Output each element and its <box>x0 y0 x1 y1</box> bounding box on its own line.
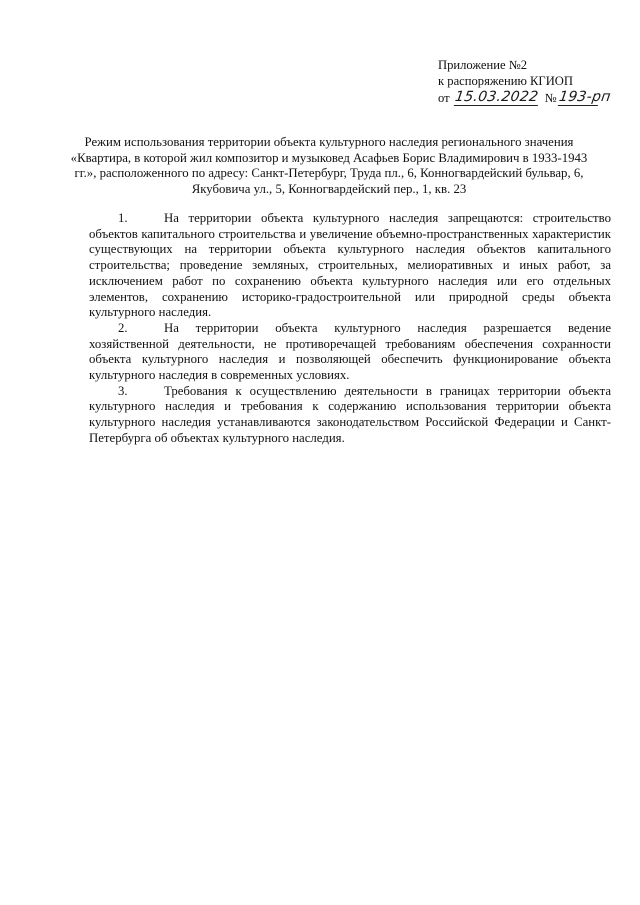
from-label: от <box>438 90 450 105</box>
document-body <box>89 211 611 447</box>
document-title: Режим использования территории объекта культурного наследия регионального значения «Квартира, в которой жил композитор и музыковед Асафьев Борис Владимирович в 1933-1943 гг.», расположенного по адресу: Санкт-Петербург, Труда пл., 6, Конногвардейский бульвар, 6, Якубовича ул., 5, Конногвардейский пер., 1, кв. 23 <box>70 135 588 197</box>
appendix-header <box>438 58 628 106</box>
handwritten-date: 15.03.2022 <box>453 89 540 105</box>
paragraph-1 <box>89 211 611 321</box>
paragraph-number: 2. <box>118 320 128 335</box>
paragraph-number: 3. <box>118 383 128 398</box>
paragraph-text: Требования к осуществлению деятельности в границах территории объекта культурного наследия и требования к содержанию использования территории объекта культурного наследия устанавливаются законодательством Российской Федерации и Санкт-Петербурга об объектах культурного наследия. <box>89 383 611 445</box>
paragraph-number: 1. <box>118 211 128 225</box>
handwritten-number: 193-рп <box>557 89 612 105</box>
number-sign: № <box>544 90 557 105</box>
appendix-title: Приложение №2 <box>438 58 528 72</box>
appendix-date-line <box>438 89 628 106</box>
paragraph-text: На территории объекта культурного наследия разрешается ведение хозяйственной деятельности, не противоречащей требованиям обеспечения сохранности объекта культурного наследия и позволяющей обеспечить функционирование объекта культурного наследия в современных условиях. <box>89 320 611 383</box>
paragraph-3 <box>89 384 611 447</box>
paragraph-2 <box>89 321 611 384</box>
paragraph-text: На территории объекта культурного наследия запрещаются: строительство объектов капитального строительства и увеличение объемно-пространственных характеристик существующих на территории объекта культурного наследия объектов капитального строительства; проведение земляных, строительных, мелиоративных и иных работ, за исключением работ по сохранению объекта культурного наследия или его отдельных элементов, сохранению историко-градостроительной или природной среды объекта культурного наследия. <box>89 211 611 320</box>
appendix-order-reference: к распоряжению КГИОП <box>438 73 573 88</box>
